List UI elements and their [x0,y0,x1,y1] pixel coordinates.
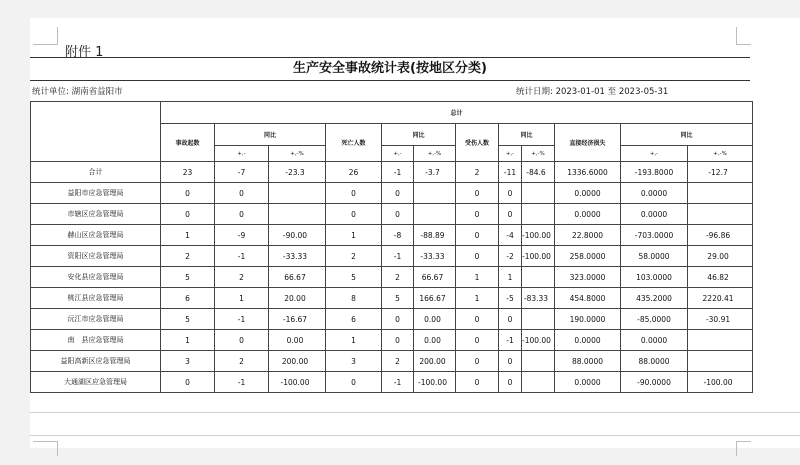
death-count: 3 [326,351,382,372]
accident-change-pct: -33.33 [269,246,326,267]
death-count: 6 [326,309,382,330]
accident-count: 0 [161,204,215,225]
injured-change-pct [522,372,555,393]
accident-change: 2 [215,351,269,372]
loss-change-pct [688,330,753,351]
header-deaths: 死亡人数 [326,124,382,162]
region-name: 安化县应急管理局 [31,267,161,288]
accident-change: 1 [215,288,269,309]
death-count: 5 [326,267,382,288]
header-region-blank [31,102,161,162]
accident-change-pct: -90.00 [269,225,326,246]
header-plus-minus: +,- [382,146,414,162]
injured-count: 1 [456,288,499,309]
header-plus-minus-pct: +,-% [688,146,753,162]
death-change-pct: -100.00 [414,372,456,393]
table-row [31,225,753,246]
injured-count: 2 [456,162,499,183]
death-change: 0 [382,204,414,225]
injured-count: 0 [456,372,499,393]
table-row [31,372,753,393]
death-count: 0 [326,204,382,225]
economic-loss: 323.0000 [555,267,621,288]
header-injured: 受伤人数 [456,124,499,162]
death-count: 1 [326,225,382,246]
death-change: 2 [382,267,414,288]
injured-change-pct [522,204,555,225]
accident-count: 5 [161,267,215,288]
injured-change: 0 [499,351,522,372]
region-name: 桃江县应急管理局 [31,288,161,309]
injured-change-pct [522,309,555,330]
page-footer-band [30,412,800,436]
injured-change: 1 [499,267,522,288]
header-loss-yoy: 同比 [621,124,753,146]
injured-count: 0 [456,183,499,204]
loss-change: 0.0000 [621,330,688,351]
accident-change-pct [269,183,326,204]
death-change-pct: 0.00 [414,330,456,351]
death-change: 5 [382,288,414,309]
table-row [31,288,753,309]
economic-loss: 454.8000 [555,288,621,309]
injured-change-pct: -100.00 [522,246,555,267]
death-change-pct [414,204,456,225]
attachment-label: 附件 1 [65,45,104,60]
crop-mark-bottom-right [736,441,751,456]
accident-change-pct: -23.3 [269,162,326,183]
economic-loss: 88.0000 [555,351,621,372]
accident-change: -9 [215,225,269,246]
death-count: 8 [326,288,382,309]
injured-change: -2 [499,246,522,267]
death-count: 26 [326,162,382,183]
death-change-pct: 166.67 [414,288,456,309]
region-name: 合计 [31,162,161,183]
header-accidents-yoy: 同比 [215,124,326,146]
death-change-pct: 200.00 [414,351,456,372]
death-change-pct: 66.67 [414,267,456,288]
death-change: 0 [382,330,414,351]
accident-change: -1 [215,246,269,267]
accident-count: 6 [161,288,215,309]
header-plus-minus: +,- [621,146,688,162]
header-total: 总计 [161,102,753,124]
loss-change-pct: 46.82 [688,267,753,288]
death-change: 0 [382,183,414,204]
injured-change: -4 [499,225,522,246]
injured-count: 0 [456,225,499,246]
accident-count: 3 [161,351,215,372]
injured-change: 0 [499,183,522,204]
death-count: 0 [326,183,382,204]
death-change-pct: -3.7 [414,162,456,183]
injured-count: 1 [456,267,499,288]
table-row [31,246,753,267]
accident-count: 1 [161,225,215,246]
injured-change-pct: -100.00 [522,225,555,246]
injured-change: -5 [499,288,522,309]
header-plus-minus-pct: +,-% [414,146,456,162]
death-change: 0 [382,309,414,330]
economic-loss: 22.8000 [555,225,621,246]
accident-change-pct: -100.00 [269,372,326,393]
death-count: 1 [326,330,382,351]
loss-change: 0.0000 [621,183,688,204]
loss-change: 103.0000 [621,267,688,288]
accident-change: -1 [215,309,269,330]
economic-loss: 0.0000 [555,183,621,204]
table-row [31,204,753,225]
loss-change-pct: -96.86 [688,225,753,246]
region-name: 南 县应急管理局 [31,330,161,351]
injured-change-pct: -84.6 [522,162,555,183]
accident-change: -1 [215,372,269,393]
death-change: -1 [382,372,414,393]
accident-change: 2 [215,267,269,288]
injured-change-pct [522,267,555,288]
loss-change-pct: -12.7 [688,162,753,183]
accident-change-pct: -16.67 [269,309,326,330]
loss-change-pct: 2220.41 [688,288,753,309]
table-row [31,183,753,204]
injured-change-pct: -100.00 [522,330,555,351]
death-change-pct: 0.00 [414,309,456,330]
accident-count: 1 [161,330,215,351]
injured-count: 0 [456,246,499,267]
loss-change: -90.0000 [621,372,688,393]
accident-count: 0 [161,183,215,204]
region-name: 沅江市应急管理局 [31,309,161,330]
header-plus-minus: +,- [499,146,522,162]
statistics-unit: 统计单位: 湖南省益阳市 [32,87,123,97]
header-deaths-yoy: 同比 [382,124,456,146]
region-name: 益阳市应急管理局 [31,183,161,204]
table-row [31,162,753,183]
table-title: 生产安全事故统计表(按地区分类) [30,57,750,81]
region-name: 市辖区应急管理局 [31,204,161,225]
loss-change-pct: 29.00 [688,246,753,267]
economic-loss: 258.0000 [555,246,621,267]
death-change: -1 [382,246,414,267]
table-row [31,351,753,372]
economic-loss: 0.0000 [555,204,621,225]
injured-change: 0 [499,309,522,330]
injured-count: 0 [456,330,499,351]
accident-change-pct: 200.00 [269,351,326,372]
injured-change: -11 [499,162,522,183]
header-injured-yoy: 同比 [499,124,555,146]
death-count: 2 [326,246,382,267]
accident-change: 0 [215,183,269,204]
economic-loss: 1336.6000 [555,162,621,183]
loss-change-pct [688,204,753,225]
accident-change: 0 [215,204,269,225]
accident-change-pct: 20.00 [269,288,326,309]
death-change: 2 [382,351,414,372]
loss-change-pct [688,351,753,372]
accident-count: 5 [161,309,215,330]
economic-loss: 190.0000 [555,309,621,330]
region-name: 赫山区应急管理局 [31,225,161,246]
death-change: -1 [382,162,414,183]
accident-change: 0 [215,330,269,351]
table-row [31,267,753,288]
injured-change-pct [522,351,555,372]
region-name: 益阳高新区应急管理局 [31,351,161,372]
accident-change-pct [269,204,326,225]
loss-change-pct: -30.91 [688,309,753,330]
header-plus-minus-pct: +,-% [269,146,326,162]
crop-mark-bottom-left [33,441,58,456]
header-plus-minus: +,- [215,146,269,162]
header-plus-minus-pct: +,-% [522,146,555,162]
economic-loss: 0.0000 [555,330,621,351]
loss-change: 0.0000 [621,204,688,225]
loss-change: -193.8000 [621,162,688,183]
loss-change-pct [688,183,753,204]
loss-change: -703.0000 [621,225,688,246]
injured-count: 0 [456,309,499,330]
loss-change: -85.0000 [621,309,688,330]
injured-count: 0 [456,351,499,372]
region-name: 资阳区应急管理局 [31,246,161,267]
loss-change: 88.0000 [621,351,688,372]
loss-change: 58.0000 [621,246,688,267]
economic-loss: 0.0000 [555,372,621,393]
header-accidents: 事故起数 [161,124,215,162]
death-change-pct: -33.33 [414,246,456,267]
table-row [31,330,753,351]
death-change: -8 [382,225,414,246]
injured-change-pct [522,183,555,204]
region-name: 大通湖区应急管理局 [31,372,161,393]
accident-change: -7 [215,162,269,183]
crop-mark-top-right [736,27,751,45]
crop-mark-top-left [33,27,58,45]
injured-change: 0 [499,204,522,225]
header-loss: 直接经济损失 [555,124,621,162]
accident-count: 23 [161,162,215,183]
accident-count: 0 [161,372,215,393]
loss-change-pct: -100.00 [688,372,753,393]
injured-count: 0 [456,204,499,225]
death-count: 0 [326,372,382,393]
accident-change-pct: 66.67 [269,267,326,288]
accident-statistics-table [30,101,753,393]
loss-change: 435.2000 [621,288,688,309]
death-change-pct: -88.89 [414,225,456,246]
statistics-date: 统计日期: 2023-01-01 至 2023-05-31 [516,87,669,97]
injured-change: -1 [499,330,522,351]
table-row [31,309,753,330]
accident-change-pct: 0.00 [269,330,326,351]
injured-change-pct: -83.33 [522,288,555,309]
accident-count: 2 [161,246,215,267]
death-change-pct [414,183,456,204]
injured-change: 0 [499,372,522,393]
